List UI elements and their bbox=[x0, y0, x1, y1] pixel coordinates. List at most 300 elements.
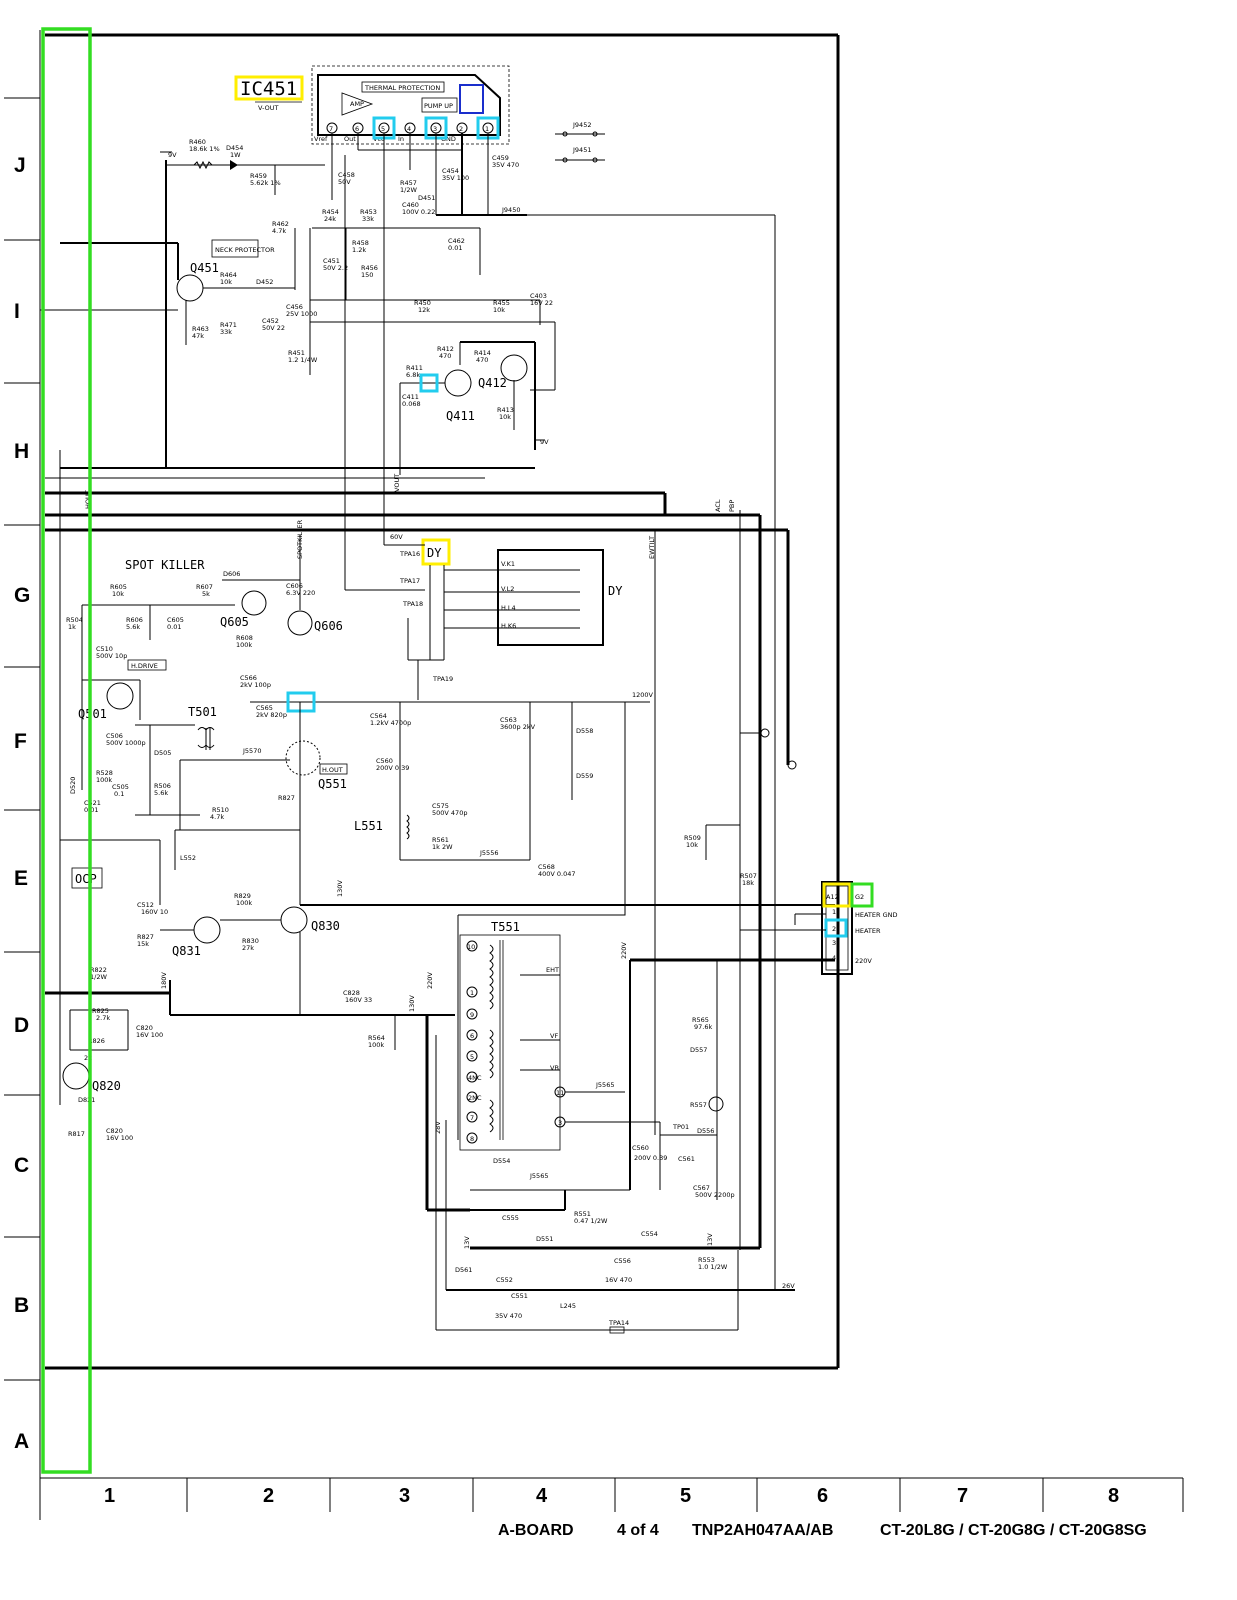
r509-value: 10k bbox=[686, 841, 699, 849]
tpa19-label: TPA19 bbox=[433, 675, 454, 683]
h-out-label: H.OUT bbox=[322, 766, 343, 774]
r504-label: R504 bbox=[66, 616, 83, 624]
r464-value: 10k bbox=[220, 278, 233, 286]
c456-value: 25V 1000 bbox=[286, 310, 318, 318]
r830-label: R829 bbox=[234, 892, 251, 900]
c403-label: C403 bbox=[530, 292, 547, 300]
r462-label: R462 bbox=[272, 220, 289, 228]
r822-value: 2.7k bbox=[96, 1014, 111, 1022]
r471-value: 33k bbox=[220, 328, 233, 336]
r411-label: R411 bbox=[406, 364, 423, 372]
col-label-8: 8 bbox=[1108, 1485, 1120, 1507]
q412-label: Q412 bbox=[478, 376, 507, 390]
q831-symbol bbox=[194, 917, 220, 943]
c460-label: C460 bbox=[402, 201, 419, 209]
r456-label: R456 bbox=[361, 264, 378, 272]
q606-label: Q606 bbox=[314, 619, 343, 633]
d454-label: D454 bbox=[226, 144, 244, 152]
q606-symbol bbox=[288, 611, 312, 635]
r455-label: R455 bbox=[493, 299, 510, 307]
c454-value: 35V 100 bbox=[442, 174, 470, 182]
a12-label: A12 bbox=[826, 893, 839, 901]
q451-symbol bbox=[177, 275, 203, 301]
c452-label: C452 bbox=[262, 317, 279, 325]
c565-value: 2kV 820p bbox=[256, 711, 287, 719]
row-label-d: D bbox=[14, 1014, 30, 1037]
net-pbp: PBP bbox=[728, 499, 736, 512]
net-180v-d: 180V bbox=[160, 972, 168, 989]
r821-label: R822 bbox=[90, 966, 107, 974]
r608-value: 100k bbox=[236, 641, 253, 649]
q831-label: Q831 bbox=[172, 944, 201, 958]
t551-pin-4nc: 4NC bbox=[468, 1074, 482, 1082]
q551-symbol bbox=[286, 741, 320, 775]
c510-label: C510 bbox=[96, 645, 113, 653]
r458-label: R458 bbox=[352, 239, 369, 247]
r827-value: 160V 10 bbox=[141, 908, 169, 916]
j9452-label: J9452 bbox=[573, 121, 592, 129]
ic451-subtitle: V-OUT bbox=[258, 104, 279, 112]
j9451-label: J9451 bbox=[573, 146, 592, 154]
c560b-value: 200V 0.39 bbox=[634, 1154, 668, 1162]
r528-value: 100k bbox=[96, 776, 113, 784]
c552-label: C551 bbox=[511, 1292, 528, 1300]
c459-value: 35V 470 bbox=[492, 161, 520, 169]
r454-label: R454 bbox=[322, 208, 339, 216]
c820-value: 22 bbox=[84, 1054, 93, 1062]
r463-value: 47k bbox=[192, 332, 205, 340]
footer bbox=[498, 1522, 1147, 1539]
dy-yoke bbox=[384, 533, 623, 700]
ic451-pin-4: 4 bbox=[407, 125, 412, 133]
c454-label: C454 bbox=[442, 167, 459, 175]
t551-pin-5: 5 bbox=[470, 1053, 475, 1061]
c459-label: C459 bbox=[492, 154, 509, 162]
r506-label: R506 bbox=[154, 782, 171, 790]
col-label-2: 2 bbox=[263, 1485, 275, 1507]
ic451-title: IC451 bbox=[240, 78, 298, 100]
jumpers-top bbox=[555, 121, 605, 162]
q501-label: Q501 bbox=[78, 707, 107, 721]
r463-label: R463 bbox=[192, 325, 209, 333]
r605-label: R605 bbox=[110, 583, 127, 591]
c606-label: C606 bbox=[286, 582, 303, 590]
q551-label: Q551 bbox=[318, 777, 347, 791]
net-1200v: 1200V bbox=[632, 691, 653, 699]
c451-value: 50V 2.2 bbox=[323, 264, 349, 272]
c462-value: 0.01 bbox=[448, 244, 463, 252]
c551-label: L245 bbox=[560, 1302, 577, 1310]
r608-label: R608 bbox=[236, 634, 253, 642]
c566-label: C566 bbox=[240, 674, 257, 682]
q820-label: Q820 bbox=[92, 1079, 121, 1093]
t551-pin-11: 11 bbox=[556, 1089, 565, 1097]
ic451-pin-vref: Vref bbox=[314, 135, 328, 143]
heater-gnd-label: HEATER GND bbox=[855, 911, 898, 919]
r454-value: 24k bbox=[324, 215, 337, 223]
r822-label: R825 bbox=[92, 1007, 109, 1015]
r413-label: R413 bbox=[497, 406, 514, 414]
r451-value: 1.2 1/4W bbox=[288, 356, 318, 364]
c606-value: 6.3V 220 bbox=[286, 589, 316, 597]
r504-value: 1k bbox=[68, 623, 76, 631]
net-hout: HOUT bbox=[84, 490, 92, 509]
j5555-label: J5570 bbox=[243, 747, 262, 755]
c462-label: C462 bbox=[448, 237, 465, 245]
t551-vb-label: VB bbox=[550, 1064, 559, 1072]
r455-value: 10k bbox=[493, 306, 506, 314]
c554-label: C556 bbox=[614, 1257, 631, 1265]
d454-value: 1W bbox=[230, 151, 241, 159]
r462-value: 4.7k bbox=[272, 227, 287, 235]
tpa18-label: TPA18 bbox=[403, 600, 424, 608]
ic451-thermal-label: THERMAL PROTECTION bbox=[365, 84, 441, 92]
c568-value: 400V 0.047 bbox=[538, 870, 576, 878]
net-ewtilt: EWTILT bbox=[648, 535, 656, 559]
col-label-6: 6 bbox=[817, 1485, 829, 1507]
c828-value: 100k bbox=[368, 1041, 385, 1049]
q605-symbol bbox=[242, 591, 266, 615]
r825a-value: 16V 100 bbox=[136, 1031, 164, 1039]
t551-pin-7: 7 bbox=[470, 1114, 475, 1122]
c560b-label: C560 bbox=[632, 1144, 649, 1152]
r460-value: 18.6k 1% bbox=[189, 145, 220, 153]
r457-label: R457 bbox=[400, 179, 417, 187]
row-label-h: H bbox=[14, 440, 30, 463]
c605-value: 0.01 bbox=[167, 623, 182, 631]
c820-label: R826 bbox=[88, 1037, 105, 1045]
d554-label: C555 bbox=[502, 1214, 519, 1222]
r831-label: R830 bbox=[242, 937, 259, 945]
c563-label: C563 bbox=[500, 716, 517, 724]
grid-frame bbox=[4, 30, 1183, 1520]
d559-label: D559 bbox=[576, 772, 594, 780]
net-130v-d: 130V bbox=[408, 995, 416, 1012]
q411-q412-stage bbox=[400, 342, 549, 475]
row-label-j: J bbox=[14, 154, 26, 177]
c512-label: L552 bbox=[180, 854, 197, 862]
r565-label: D557 bbox=[690, 1046, 708, 1054]
r607-value: 5k bbox=[202, 590, 210, 598]
footer-page: 4 of 4 bbox=[617, 1522, 659, 1539]
net-130v-e: 130V bbox=[336, 880, 344, 897]
ic451-blue-highlight bbox=[460, 85, 483, 113]
g2-label: G2 bbox=[855, 893, 865, 901]
r453-label: R453 bbox=[360, 208, 377, 216]
c452-value: 50V 22 bbox=[262, 324, 286, 332]
c605-label: C605 bbox=[167, 616, 184, 624]
r509-label: R509 bbox=[684, 834, 701, 842]
a12-pin-4: 4 bbox=[832, 954, 837, 962]
c554-value: 16V 470 bbox=[605, 1276, 633, 1284]
c561-value: 500V 2200p bbox=[695, 1191, 735, 1199]
d505-label: D505 bbox=[154, 749, 172, 757]
q411-label: Q411 bbox=[446, 409, 475, 423]
ic451-block bbox=[236, 66, 509, 144]
r829-value: 15k bbox=[137, 940, 150, 948]
t551-pin-3: 3 bbox=[558, 1119, 563, 1127]
row-label-a: A bbox=[14, 1430, 30, 1453]
col-label-5: 5 bbox=[680, 1485, 692, 1507]
r460-label: R460 bbox=[189, 138, 206, 146]
r510-value: 4.7k bbox=[210, 813, 225, 821]
r459-label: R459 bbox=[250, 172, 267, 180]
d821-label: R817 bbox=[68, 1130, 85, 1138]
ic451-pin-1: 1 bbox=[485, 125, 490, 133]
r831-value: 27k bbox=[242, 944, 255, 952]
c561-label: C567 bbox=[693, 1184, 710, 1192]
ic451-amp-label: AMP bbox=[350, 100, 364, 108]
c505-label: C505 bbox=[112, 783, 129, 791]
c411-label: C411 bbox=[402, 393, 419, 401]
row-label-e: E bbox=[14, 867, 29, 890]
net-9v-top: 9V bbox=[168, 151, 177, 159]
r507-value: 18k bbox=[742, 879, 755, 887]
c411-value: 0.068 bbox=[402, 400, 421, 408]
t551-pin-1: 1 bbox=[470, 989, 475, 997]
l245-label: TPA14 bbox=[609, 1319, 630, 1327]
r564-label: R565 bbox=[692, 1016, 709, 1024]
row-labels bbox=[14, 154, 30, 1453]
r607-label: R607 bbox=[196, 583, 213, 591]
c555-label: R551 bbox=[574, 1210, 591, 1218]
c456-label: C456 bbox=[286, 303, 303, 311]
j5556-label: J5565 bbox=[596, 1081, 615, 1089]
neck-protector-label: NECK PROTECTOR bbox=[215, 246, 275, 254]
c555-value: 0.47 1/2W bbox=[574, 1217, 608, 1225]
r456-value: 150 bbox=[361, 271, 374, 279]
ic451-pin-5: 5 bbox=[381, 125, 386, 133]
c563-value: 3600p 2kV bbox=[500, 723, 536, 731]
tpa16-label: TPA16 bbox=[400, 550, 421, 558]
r606-value: 5.6k bbox=[126, 623, 141, 631]
r553-label: D561 bbox=[455, 1266, 473, 1274]
t551-vf-label: VF bbox=[550, 1032, 559, 1040]
dy-coil-vk1: V.K1 bbox=[501, 560, 516, 568]
c521-label: C521 bbox=[84, 799, 101, 807]
r459-value: 5.62k 1% bbox=[250, 179, 281, 187]
a12-220v-label: 220V bbox=[855, 957, 872, 965]
q605-label: Q605 bbox=[220, 615, 249, 629]
ic451-pins bbox=[327, 123, 493, 133]
c521-value: 0.01 bbox=[84, 806, 99, 814]
d451-label: D451 bbox=[418, 194, 436, 202]
d561-label: C552 bbox=[496, 1276, 513, 1284]
c460-value: 100V 0.22 bbox=[402, 208, 436, 216]
c560-value: 200V 0.39 bbox=[376, 764, 410, 772]
r561-label: R561 bbox=[432, 836, 449, 844]
t551-pin-2nc: 2NC bbox=[468, 1094, 482, 1102]
c568-label: C568 bbox=[538, 863, 555, 871]
r453-value: 33k bbox=[362, 215, 375, 223]
r458-value: 1.2k bbox=[352, 246, 367, 254]
a12-pin-2: 2 bbox=[832, 925, 837, 933]
r414-value: 470 bbox=[476, 356, 489, 364]
l551-label: L551 bbox=[354, 819, 383, 833]
h-out bbox=[240, 674, 654, 905]
row-label-c: C bbox=[14, 1154, 30, 1177]
d557-symbol bbox=[709, 1097, 723, 1111]
column-labels bbox=[104, 1485, 1119, 1507]
t551-eht-label: EHT bbox=[546, 966, 559, 974]
q830-label: Q830 bbox=[311, 919, 340, 933]
t551-pin-6: 6 bbox=[470, 1032, 475, 1040]
dy-coil-hk6: H.K6 bbox=[501, 622, 517, 630]
r817-label: C828 bbox=[343, 989, 360, 997]
net-60v: 60V bbox=[390, 533, 403, 541]
c451-label: C451 bbox=[323, 257, 340, 265]
j5565-label: J5565 bbox=[530, 1172, 549, 1180]
net-28v: 28V bbox=[434, 1121, 442, 1134]
q820-symbol bbox=[63, 1063, 89, 1089]
col-label-1: 1 bbox=[104, 1485, 116, 1507]
a12-pin-1: 1 bbox=[832, 908, 837, 916]
r411-value: 6.8k bbox=[406, 371, 421, 379]
t501-label: T501 bbox=[188, 705, 217, 719]
t551-label: T551 bbox=[491, 920, 520, 934]
c567-label: D554 bbox=[493, 1157, 511, 1165]
h-drive-label: H.DRIVE bbox=[131, 662, 158, 670]
footer-models: CT-20L8G / CT-20G8G / CT-20G8SG bbox=[880, 1522, 1147, 1539]
j5570-label: J5556 bbox=[480, 849, 499, 857]
r506-value: 5.6k bbox=[154, 789, 169, 797]
dy-sub-label: DY bbox=[608, 584, 623, 598]
r414-label: R414 bbox=[474, 349, 491, 357]
t551-pin-10: 10 bbox=[467, 943, 476, 951]
r827-label: C512 bbox=[137, 901, 154, 909]
r528-label: R528 bbox=[96, 769, 113, 777]
r821-value: 1/2W bbox=[90, 973, 107, 981]
heater-label: HEATER bbox=[855, 927, 881, 935]
r829-label: R827 bbox=[137, 933, 154, 941]
t551-pin-8: 8 bbox=[470, 1135, 475, 1143]
r825a-label: C820 bbox=[136, 1024, 153, 1032]
c564-label: C564 bbox=[370, 712, 387, 720]
ic451-pin-3: 3 bbox=[433, 125, 438, 133]
col-label-4: 4 bbox=[536, 1485, 548, 1507]
net-26v: 26V bbox=[782, 1282, 795, 1290]
ic451-pin-in: In bbox=[398, 135, 405, 143]
r826-label: D821 bbox=[78, 1096, 96, 1104]
r457-value: 1/2W bbox=[400, 186, 417, 194]
ocp-label: OCP bbox=[75, 872, 97, 886]
row-label-i: I bbox=[14, 300, 20, 323]
r450-label: R450 bbox=[414, 299, 431, 307]
ic451-pin-2: 2 bbox=[459, 125, 464, 133]
c552-value: 35V 470 bbox=[495, 1312, 523, 1320]
footer-board: A-BOARD bbox=[498, 1522, 574, 1539]
row-label-f: F bbox=[14, 730, 27, 753]
ocp bbox=[60, 830, 835, 1015]
v-deflection-wiring bbox=[40, 133, 775, 1290]
net-13v-left: 13V bbox=[463, 1236, 471, 1249]
d452-label: D452 bbox=[256, 278, 274, 286]
tp01-label: D556 bbox=[697, 1127, 715, 1135]
ic451-pin-7: 7 bbox=[329, 125, 334, 133]
col-label-3: 3 bbox=[399, 1485, 411, 1507]
l552-label: R827 bbox=[278, 794, 295, 802]
net-9v-q412: 9V bbox=[540, 438, 549, 446]
r551-label: D551 bbox=[536, 1235, 554, 1243]
d551-label: C554 bbox=[641, 1230, 658, 1238]
r471-label: R471 bbox=[220, 321, 237, 329]
r830-value: 100k bbox=[236, 899, 253, 907]
t551-pin-9: 9 bbox=[470, 1011, 475, 1019]
j9450-label: J9450 bbox=[502, 206, 521, 214]
c560-label: C560 bbox=[376, 757, 393, 765]
r412-value: 470 bbox=[439, 352, 452, 360]
c565-label: C565 bbox=[256, 704, 273, 712]
ic451-pin-6: 6 bbox=[355, 125, 360, 133]
d558-label: D558 bbox=[576, 727, 594, 735]
r825b-value: 16V 100 bbox=[106, 1134, 134, 1142]
tpa17-label: TPA17 bbox=[400, 577, 421, 585]
q451-label: Q451 bbox=[190, 261, 219, 275]
net-vout: VOUT bbox=[393, 473, 401, 492]
d520-label: D520 bbox=[69, 776, 77, 794]
r605-value: 10k bbox=[112, 590, 125, 598]
r464-label: R464 bbox=[220, 271, 237, 279]
r510-label: R510 bbox=[212, 806, 229, 814]
c506-label: C506 bbox=[106, 732, 123, 740]
c510-value: 500V 10p bbox=[96, 652, 128, 660]
dy-coil-hl4: H.L4 bbox=[501, 604, 516, 612]
c506-value: 500V 1000p bbox=[106, 739, 146, 747]
c564-value: 1.2kV 4700p bbox=[370, 719, 412, 727]
net-220v-c: 220V bbox=[620, 942, 628, 959]
row-label-b: B bbox=[14, 1294, 30, 1317]
ic451-pin-vcc: Vcc bbox=[373, 135, 385, 143]
r561-value: 1k 2W bbox=[432, 843, 453, 851]
c566-value: 2kV 100p bbox=[240, 681, 271, 689]
q501-symbol bbox=[107, 683, 133, 709]
r451-label: R451 bbox=[288, 349, 305, 357]
c828-label: R564 bbox=[368, 1034, 385, 1042]
q820-stage bbox=[45, 966, 455, 1142]
c575-value: 500V 470p bbox=[432, 809, 468, 817]
r825b-label: C820 bbox=[106, 1127, 123, 1135]
q411-symbol bbox=[445, 370, 471, 396]
r817-value: 160V 33 bbox=[345, 996, 373, 1004]
net-acl: ACL bbox=[714, 499, 722, 512]
c575-label: C575 bbox=[432, 802, 449, 810]
spot-killer-title: SPOT KILLER bbox=[125, 558, 205, 572]
r450-value: 12k bbox=[418, 306, 431, 314]
r507-label: R507 bbox=[740, 872, 757, 880]
c556-value: 1.0 1/2W bbox=[698, 1263, 728, 1271]
r412-label: R412 bbox=[437, 345, 454, 353]
c556-label: R553 bbox=[698, 1256, 715, 1264]
net-spotkiller: SPOTKILLER bbox=[296, 519, 304, 559]
d606-label: D606 bbox=[223, 570, 241, 578]
dy-coil-vl2: V.L2 bbox=[501, 585, 515, 593]
net-13v-right: 13V bbox=[706, 1233, 714, 1246]
row-label-g: G bbox=[14, 584, 31, 607]
r606-label: R606 bbox=[126, 616, 143, 624]
c505-value: 0.1 bbox=[114, 790, 125, 798]
q830-symbol bbox=[281, 907, 307, 933]
c458-value: 50V bbox=[338, 178, 351, 186]
r557-label: TP01 bbox=[673, 1123, 690, 1131]
ic451-pump-label: PUMP UP bbox=[424, 102, 453, 110]
r564-value: 97.6k bbox=[694, 1023, 713, 1031]
c403-value: 16V 22 bbox=[530, 299, 554, 307]
footer-part-no: TNP2AH047AA/AB bbox=[692, 1522, 834, 1539]
r413-value: 10k bbox=[499, 413, 512, 421]
d556-label: C561 bbox=[678, 1155, 695, 1163]
dy-label: DY bbox=[427, 546, 442, 560]
col-label-7: 7 bbox=[957, 1485, 969, 1507]
